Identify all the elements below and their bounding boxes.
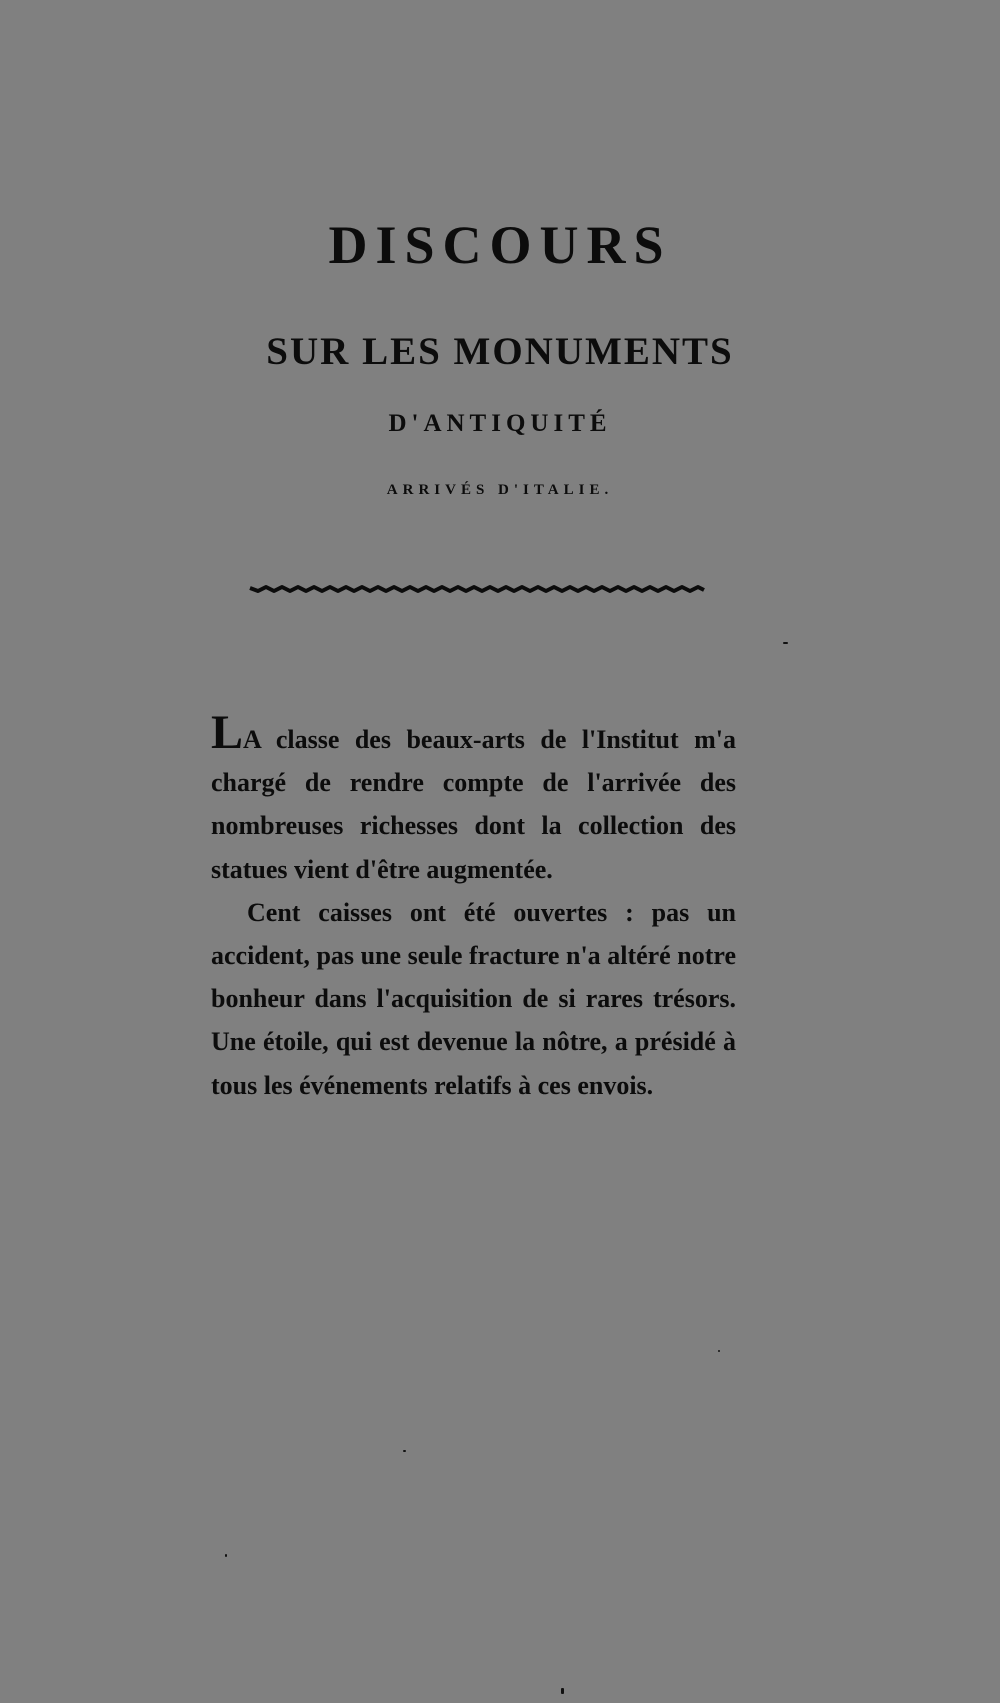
drop-cap: L [211, 706, 244, 759]
ink-speck [718, 1350, 720, 1352]
subtitle-antiquite: D'ANTIQUITÉ [388, 410, 612, 437]
subtitle-italie: ARRIVÉS D'ITALIE. [386, 482, 614, 498]
paragraph-1 [211, 706, 736, 891]
paragraph-2: Cent caisses ont été ouvertes : pas un accident, pas une seule fracture n'a altéré notre bonheur dans l'acquisition de si rares trésors. Une étoile, qui est devenue la nôtre, a présidé à tous les événements relatifs à ces envois. [211, 897, 736, 1100]
paragraph-1-text: A classe des beaux-arts de l'Institut m'a chargé de rendre compte de l'arrivée des nombreuses richesses dont la collection des statues vient d'être augmentée. [211, 725, 736, 884]
ornamental-divider [248, 582, 706, 596]
ink-speck [403, 1450, 406, 1452]
subtitle-monuments: SUR LES MONUMENTS [266, 330, 734, 373]
body-text [211, 706, 736, 1107]
ink-speck [783, 642, 788, 644]
ink-speck [225, 1554, 227, 1557]
page-title: DISCOURS [328, 215, 672, 275]
ink-speck [561, 1688, 564, 1694]
